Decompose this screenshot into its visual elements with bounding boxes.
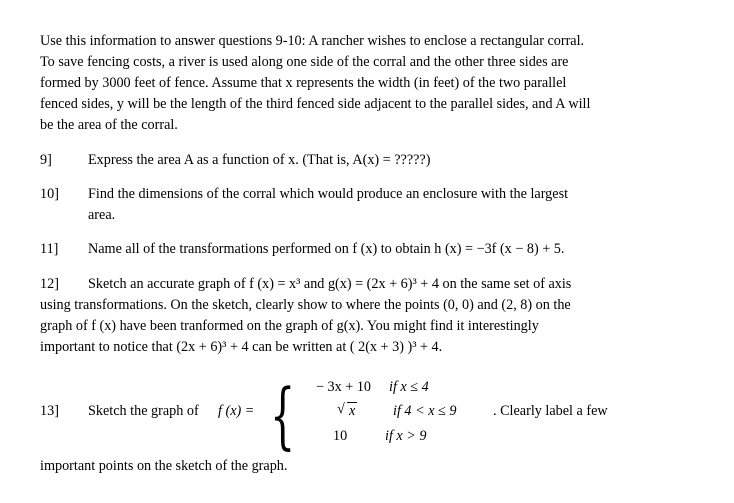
piece-1-expression: − 3x + 10 [316, 379, 372, 395]
piecewise-brace-icon: { [270, 373, 296, 457]
piece-3-expression: 10 [333, 428, 348, 444]
question-13-tail: . Clearly label a few [493, 403, 608, 419]
question-11-text: Name all of the transformations performed on f (x) to obtain h (x) = −3f (x − 8) + 5. [88, 241, 565, 257]
question-10-line-1: Find the dimensions of the corral which would produce an enclosure with the largest [88, 186, 569, 202]
piece-1-condition: if x ≤ 4 [389, 379, 429, 395]
question-9-text: Express the area A as a function of x. (That is, A(x) = ?????) [88, 152, 431, 168]
intro-line-4: fenced sides, y will be the length of the third fenced side adjacent to the parallel sides, and A will [40, 96, 591, 112]
question-12-number: 12] [40, 276, 59, 292]
piece-2-expression: √ x [337, 401, 356, 419]
piece-2-condition: if 4 < x ≤ 9 [393, 403, 457, 419]
square-root-icon: √ [337, 401, 345, 417]
piecewise-function-name: f (x) = [218, 403, 255, 419]
question-12-line-4: important to notice that (2x + 6)³ + 4 can be written at ( 2(x + 3) )³ + 4. [40, 339, 443, 355]
question-11-number: 11] [40, 241, 59, 257]
intro-line-1: Use this information to answer questions 9-10: A rancher wishes to enclose a rectangular corral. [40, 33, 585, 49]
question-9-number: 9] [40, 152, 52, 168]
question-13-final-line: important points on the sketch of the graph. [40, 458, 288, 474]
intro-line-2: To save fencing costs, a river is used along one side of the corral and the other three sides are [40, 54, 569, 70]
question-12-line-2: using transformations. On the sketch, clearly show to where the points (0, 0) and (2, 8) on the [40, 297, 571, 313]
intro-line-5: be the area of the corral. [40, 117, 178, 133]
question-10-number: 10] [40, 186, 59, 202]
intro-line-3: formed by 3000 feet of fence. Assume that x represents the width (in feet) of the two parallel [40, 75, 567, 91]
question-12-line-1: Sketch an accurate graph of f (x) = x³ and g(x) = (2x + 6)³ + 4 on the same set of axis [88, 276, 572, 292]
question-13-number: 13] [40, 403, 59, 419]
piece-3-condition: if x > 9 [385, 428, 427, 444]
question-10-line-2: area. [88, 207, 116, 223]
question-13-lead: Sketch the graph of [88, 403, 199, 419]
question-12-line-3: graph of f (x) have been tranformed on the graph of g(x). You might find it interestingly [40, 318, 539, 334]
